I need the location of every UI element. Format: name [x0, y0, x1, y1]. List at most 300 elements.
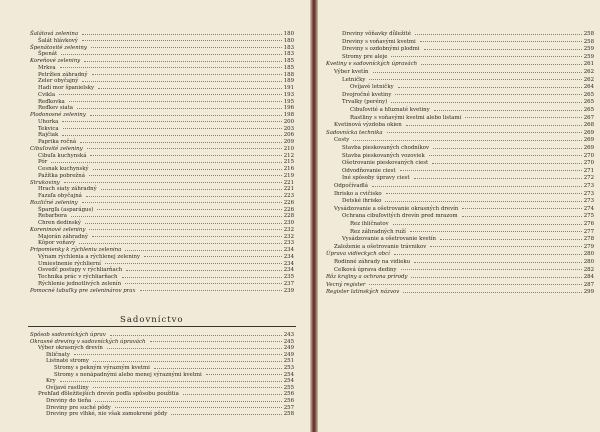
toc-entry	[326, 289, 594, 295]
dot-leader	[125, 249, 281, 251]
toc-entry-title: Ochrana cibuľovitých drevín pred mrazom	[342, 213, 458, 220]
toc-entry	[30, 45, 294, 51]
toc-entry-title: Paprika ročná	[38, 139, 77, 145]
dot-leader	[391, 55, 581, 57]
toc-entry-title: Ovíjavé letničky	[350, 84, 394, 91]
section-heading: Sadovníctvo	[120, 315, 184, 325]
toc-entry	[30, 112, 294, 118]
toc-entry	[342, 54, 594, 60]
toc-entry-title: Plodonosné zeleniny	[30, 112, 86, 118]
toc-entry-page: 273	[583, 183, 594, 189]
dot-leader	[105, 262, 282, 264]
toc-entry-page: 206	[283, 132, 294, 139]
toc-entry	[30, 180, 294, 186]
dot-leader	[400, 169, 582, 171]
toc-entry-page: 254	[283, 371, 294, 378]
toc-entry-page: 275	[583, 213, 594, 220]
toc-entry	[342, 92, 594, 98]
toc-entry	[334, 122, 594, 128]
toc-entry-title: Detské ihrisko	[342, 198, 382, 205]
toc-entry-page: 245	[283, 338, 294, 345]
toc-entry	[342, 145, 594, 151]
toc-entry-page: 270	[583, 160, 594, 167]
dot-leader	[74, 353, 282, 355]
toc-entry-title: Cesty	[334, 137, 350, 144]
dot-leader	[122, 276, 282, 278]
toc-entry-title: Úprava vidieckych obcí	[326, 251, 390, 258]
toc-entry	[38, 391, 294, 397]
toc-entry-title: Kôpor voňavý	[38, 240, 76, 247]
toc-entry-page: 256	[283, 398, 294, 404]
dot-leader	[369, 283, 581, 285]
toc-entry-title: Kvetiny v sadovníckých úpravách	[326, 61, 418, 68]
toc-entry-title: Založenie a ošetrovanie trávnikov	[334, 243, 427, 250]
dot-leader	[373, 71, 582, 73]
toc-entry	[38, 267, 294, 273]
toc-entry-page: 200	[283, 118, 294, 125]
toc-entry	[38, 159, 294, 165]
dot-leader	[369, 78, 581, 80]
toc-entry	[38, 51, 294, 57]
toc-entry-page: 262	[583, 76, 594, 83]
toc-entry-page: 183	[283, 44, 294, 51]
toc-entry-page: 269	[583, 145, 594, 151]
toc-entry-page: 215	[283, 159, 294, 166]
toc-entry-page: 183	[283, 51, 294, 58]
dot-leader	[391, 101, 581, 103]
toc-entry	[38, 220, 294, 226]
toc-entry	[38, 132, 294, 138]
toc-entry-page: 265	[583, 91, 594, 98]
toc-entry-page: 274	[583, 205, 594, 212]
toc-entry-title: Ihrisko a cvičisko	[334, 190, 382, 197]
toc-entry-page: 265	[583, 107, 594, 113]
dot-leader	[434, 109, 582, 111]
dot-leader	[95, 400, 281, 402]
toc-entry-title: Výber okrasných drevín	[38, 345, 103, 352]
toc-entry	[350, 229, 594, 235]
toc-entry	[38, 173, 294, 179]
toc-entry-title: Cibuľovité a hľuznaté kvetiny	[350, 107, 430, 113]
toc-entry-page: 259	[583, 53, 594, 60]
toc-entry	[342, 77, 594, 83]
dot-leader	[144, 255, 282, 257]
toc-entry	[326, 274, 594, 280]
dot-leader	[87, 147, 282, 149]
toc-entry-title: Rastliny s voňavými kvetmi alebo listami	[350, 114, 462, 121]
dot-leader	[62, 134, 281, 136]
section-rule	[28, 326, 296, 327]
toc-entry-title: Dreviny pre suché pôdy	[46, 404, 111, 411]
toc-entry-page: 251	[283, 358, 294, 365]
toc-entry-title: Mrkva	[38, 64, 56, 71]
toc-entry-page: 255	[283, 384, 294, 391]
toc-entry-title: Vysádzovanie a ošetrovanie kvetín	[342, 236, 436, 243]
dot-leader	[432, 162, 581, 164]
toc-entry-title: Cesnak kuchynský	[38, 166, 89, 172]
toc-entry	[46, 352, 294, 358]
dot-leader	[462, 207, 581, 209]
toc-entry-title: Stromy pre aleje	[342, 53, 388, 60]
dot-leader	[414, 261, 582, 263]
toc-entry-title: Šalátová zelenina	[30, 31, 79, 37]
toc-entry-title: Koreňové zeleniny	[30, 58, 81, 64]
toc-entry-page: 259	[583, 46, 594, 53]
toc-entry-title: Stavba pieskovaných vozoviek	[342, 152, 425, 159]
toc-entry-title: Chren dedinský	[38, 220, 81, 226]
toc-entry	[342, 236, 594, 242]
toc-entry-title: Dreviny vôňavky důležité	[342, 31, 411, 37]
dot-leader	[85, 222, 282, 224]
toc-entry-page: 198	[283, 112, 294, 118]
dot-leader	[386, 192, 582, 194]
dot-leader	[401, 268, 582, 270]
toc-entry-title: Rozličné zeleniny	[30, 199, 78, 206]
toc-entry-title: Letničky	[342, 76, 366, 83]
toc-entry	[350, 221, 594, 227]
toc-entry-page: 267	[583, 114, 594, 121]
toc-entry-page: 284	[583, 274, 594, 281]
dot-leader	[93, 386, 282, 388]
toc-entry-page: 185	[283, 64, 294, 71]
toc-entry-title: Rez ihličnatov	[350, 221, 389, 227]
toc-entry-page: 277	[583, 228, 594, 235]
dot-leader	[80, 141, 282, 143]
toc-entry	[38, 281, 294, 287]
toc-entry-title: Reďkev siata	[38, 105, 73, 112]
toc-entry-title: Vecný register	[326, 281, 366, 288]
toc-entry-page: 253	[283, 365, 294, 371]
toc-entry-title: Dvojročné kvetiny	[342, 91, 392, 98]
toc-entry-title: Strukoviny	[30, 179, 60, 186]
toc-entry	[38, 213, 294, 219]
toc-entry-title: Technika prác v rýchliarňach	[38, 274, 118, 280]
dot-leader	[84, 60, 281, 62]
toc-entry-page: 269	[583, 129, 594, 136]
dot-leader	[98, 87, 282, 89]
dot-leader	[82, 39, 282, 41]
toc-entry-page: 219	[283, 172, 294, 179]
toc-entry-title: Spôsob sadovníckých úprav	[30, 332, 106, 338]
right-page	[318, 0, 600, 432]
toc-entry-page: 256	[283, 391, 294, 398]
toc-entry	[350, 115, 594, 121]
toc-entry-title: Hadí mor španielsky	[38, 85, 95, 91]
toc-entry-title: Dreviny do tieňa	[46, 398, 92, 404]
toc-entry	[30, 247, 294, 253]
dot-leader	[395, 93, 581, 95]
toc-entry-title: Rodinné záhrady na vidieku	[334, 259, 411, 265]
toc-entry-title: Dreviny s ozdobnými plodmi	[342, 46, 420, 53]
toc-entry-page: 265	[583, 99, 594, 106]
toc-entry-title: Tekvica	[38, 125, 59, 132]
dot-leader	[430, 245, 581, 247]
toc-entry-page: 234	[283, 247, 294, 253]
toc-entry-title: Stromy s nenápadnými alebo menej výraznými kvetmi	[54, 371, 202, 378]
toc-entry-title: Trvalky (perény)	[342, 99, 388, 106]
toc-entry-title: Špenátovité zeleniny	[30, 44, 87, 51]
toc-entry-title: Cibuľa kuchynská	[38, 152, 87, 159]
toc-entry	[46, 405, 294, 411]
dot-leader	[126, 269, 282, 271]
dot-leader	[421, 63, 582, 65]
toc-entry-page: 235	[283, 274, 294, 280]
toc-entry-page: 270	[583, 152, 594, 159]
toc-entry-page: 243	[283, 332, 294, 338]
toc-entry-title: Rebarbora	[38, 213, 67, 220]
toc-entry-title: Špenát	[38, 51, 58, 58]
toc-entry-page: 282	[583, 266, 594, 273]
toc-entry	[38, 345, 294, 351]
toc-entry	[30, 200, 294, 206]
toc-entry-title: Cvikla	[38, 91, 56, 98]
toc-entry-page: 264	[583, 84, 594, 91]
dot-leader	[90, 154, 281, 156]
toc-entry-page: 223	[283, 193, 294, 199]
toc-entry	[54, 365, 294, 371]
toc-entry	[30, 288, 294, 294]
toc-entry-page: 257	[283, 404, 294, 411]
toc-entry	[38, 126, 294, 132]
dot-leader	[64, 181, 282, 183]
toc-entry-page: 271	[583, 167, 594, 174]
dot-leader	[171, 413, 281, 415]
toc-entry	[30, 339, 294, 345]
toc-entry-page: 203	[283, 125, 294, 132]
toc-entry-title: Umiestnenie rýchlierní	[38, 260, 101, 267]
dot-leader	[372, 185, 582, 187]
dot-leader	[393, 223, 582, 225]
toc-entry-title: Celková úprava dediny	[334, 266, 397, 273]
toc-entry	[38, 78, 294, 84]
toc-entry	[342, 46, 594, 52]
toc-entry-title: Ihličnaty	[46, 351, 70, 358]
toc-entry	[38, 186, 294, 192]
dot-leader	[91, 46, 282, 48]
dot-leader	[125, 282, 282, 284]
toc-entry-title: Majorán záhradný	[38, 233, 88, 240]
dot-leader	[93, 168, 282, 170]
toc-entry	[38, 207, 294, 213]
toc-entry-page: 226	[283, 199, 294, 206]
book-gutter	[310, 0, 318, 432]
dot-leader	[63, 127, 282, 129]
toc-entry	[334, 206, 594, 212]
dot-leader	[71, 215, 282, 217]
toc-entry-title: Výnam rýchlenia a rýchlenej zeleniny	[38, 253, 141, 260]
toc-entry-page: 234	[283, 253, 294, 260]
dot-leader	[140, 289, 282, 291]
toc-entry-page: 180	[283, 31, 294, 37]
toc-entry-title: Zeler obyčajný	[38, 78, 79, 85]
toc-entry	[30, 227, 294, 233]
dot-leader	[110, 334, 282, 336]
toc-entry-title: Osvedč postupy v rýchliarňach	[38, 267, 123, 274]
toc-entry-page: 269	[583, 137, 594, 144]
toc-entry-page: 185	[283, 58, 294, 64]
dot-leader	[150, 340, 282, 342]
toc-entry-page: 258	[583, 38, 594, 45]
toc-entry	[30, 332, 294, 338]
toc-entry	[334, 191, 594, 197]
dot-leader	[101, 188, 282, 190]
toc-entry-title: Rýchlenie jednotlivých zelenín	[38, 280, 122, 287]
dot-leader	[90, 114, 282, 116]
toc-entry	[38, 119, 294, 125]
toc-entry	[38, 38, 294, 44]
toc-entry	[334, 267, 594, 273]
toc-entry-page: 230	[283, 220, 294, 226]
toc-entry-title: Sadovnícka technika	[326, 129, 383, 136]
toc-entry-page: 209	[283, 139, 294, 145]
dot-leader	[61, 53, 282, 55]
dot-leader	[60, 380, 282, 382]
dot-leader	[385, 200, 581, 202]
toc-entry	[38, 153, 294, 159]
dot-leader	[59, 93, 282, 95]
toc-entry-page: 191	[283, 85, 294, 91]
toc-entry-page: 234	[283, 260, 294, 267]
dot-leader	[429, 154, 582, 156]
toc-entry	[38, 72, 294, 78]
dot-leader	[93, 360, 282, 362]
dot-leader	[89, 228, 281, 230]
dot-leader	[92, 73, 282, 75]
dot-leader	[107, 347, 282, 349]
toc-entry-title: Pažítka pobrežná	[38, 172, 85, 179]
toc-entry	[342, 213, 594, 219]
toc-entry-page: 249	[283, 345, 294, 352]
toc-entry	[326, 251, 594, 257]
dot-leader	[92, 235, 282, 237]
toc-entry-page: 273	[583, 198, 594, 205]
toc-entry-title: Pór	[38, 159, 48, 166]
toc-entry-title: Koreninové zeleniny	[30, 226, 86, 233]
toc-entry-page: 237	[283, 280, 294, 287]
dot-leader	[82, 33, 282, 35]
toc-entry-page: 210	[283, 145, 294, 152]
toc-entry	[326, 130, 594, 136]
dot-leader	[387, 131, 582, 133]
toc-entry-title: Reďkovka	[38, 98, 65, 105]
toc-entry-page: 280	[583, 259, 594, 265]
dot-leader	[414, 177, 582, 179]
toc-entry	[342, 39, 594, 45]
dot-leader	[398, 86, 582, 88]
toc-entry	[326, 282, 594, 288]
toc-entry-title: Kry	[46, 378, 56, 385]
dot-leader	[82, 201, 282, 203]
toc-entry	[342, 99, 594, 105]
toc-entry-title: Stavba pieskovaných chodníkov	[342, 145, 430, 151]
dot-leader	[183, 393, 282, 395]
toc-entry-page: 216	[283, 166, 294, 172]
toc-entry-title: Kvetinová výzdoba okien	[334, 122, 402, 129]
toc-entry-page: 268	[583, 122, 594, 129]
toc-entry-page: 272	[583, 175, 594, 182]
toc-entry-title: Pomocné tabuľky pre zeleninárov prax	[30, 287, 136, 294]
toc-entry	[38, 99, 294, 105]
toc-entry	[334, 137, 594, 143]
toc-entry	[334, 259, 594, 265]
toc-entry	[38, 166, 294, 172]
toc-entry-page: 276	[583, 221, 594, 227]
toc-entry-title: Listnaté stromy	[46, 358, 89, 365]
dot-leader	[440, 238, 582, 240]
dot-leader	[206, 373, 282, 375]
toc-entry-page: 279	[583, 243, 594, 250]
toc-entry-page: 278	[583, 236, 594, 243]
toc-entry-title: Petržlen záhradný	[38, 71, 88, 78]
toc-entry	[326, 61, 594, 67]
dot-leader	[415, 33, 582, 35]
toc-entry-title: Vysádzovanie a ošetrovanie okrasných drevín	[334, 205, 459, 212]
dot-leader	[462, 215, 582, 217]
toc-entry-title: Iné spôsoby úpravy ciest	[342, 175, 410, 182]
dot-leader	[89, 174, 282, 176]
toc-entry	[38, 193, 294, 199]
toc-entry-page: 212	[283, 152, 294, 159]
toc-entry-title: Stromy s pekným výrazným kvetmi	[54, 365, 150, 371]
toc-entry-page: 233	[283, 240, 294, 247]
toc-entry	[30, 58, 294, 64]
toc-entry	[30, 146, 294, 152]
dot-leader	[406, 124, 582, 126]
dot-leader	[60, 66, 282, 68]
toc-entry-page: 193	[283, 91, 294, 98]
toc-entry-page: 258	[283, 411, 294, 418]
toc-entry	[342, 153, 594, 159]
toc-entry	[38, 261, 294, 267]
dot-leader	[77, 107, 282, 109]
toc-entry	[334, 69, 594, 75]
toc-entry-page: 262	[583, 69, 594, 75]
toc-entry	[46, 398, 294, 404]
toc-entry	[54, 372, 294, 378]
toc-entry-page: 228	[283, 213, 294, 220]
toc-entry-title: Register latinských názvov	[326, 289, 400, 296]
toc-entry	[342, 168, 594, 174]
toc-entry-title: Okrasné dreviny v sadovníckých úpravách	[30, 338, 146, 345]
toc-entry-page: 226	[283, 206, 294, 213]
dot-leader	[465, 116, 581, 118]
toc-entry-title: Šalát hlávkový	[38, 37, 78, 44]
toc-entry-title: Výber kvetín	[334, 69, 369, 75]
toc-entry-page: 221	[283, 179, 294, 186]
toc-entry-page: 196	[283, 105, 294, 112]
dot-leader	[403, 291, 581, 293]
dot-leader	[394, 253, 582, 255]
toc-entry-title: Pripomienky k rýchleniu zelenina	[30, 247, 122, 253]
toc-entry-page: 195	[283, 98, 294, 105]
toc-entry	[30, 31, 294, 37]
toc-entry-page: 180	[283, 37, 294, 44]
toc-entry	[342, 31, 594, 37]
toc-entry	[46, 378, 294, 384]
toc-entry	[38, 234, 294, 240]
toc-entry	[350, 84, 594, 90]
dot-leader	[154, 367, 282, 369]
toc-entry-title: Odpočívadlá	[334, 183, 368, 189]
toc-entry-page: 239	[283, 287, 294, 294]
toc-entry-page: 254	[283, 378, 294, 385]
toc-entry-title: Rez záhradných ruží	[350, 228, 406, 235]
dot-leader	[433, 147, 582, 149]
toc-entry	[38, 139, 294, 145]
toc-entry	[342, 198, 594, 204]
toc-entry-title: Dreviny s voňavými kvetmi	[342, 38, 416, 45]
toc-entry	[334, 183, 594, 189]
